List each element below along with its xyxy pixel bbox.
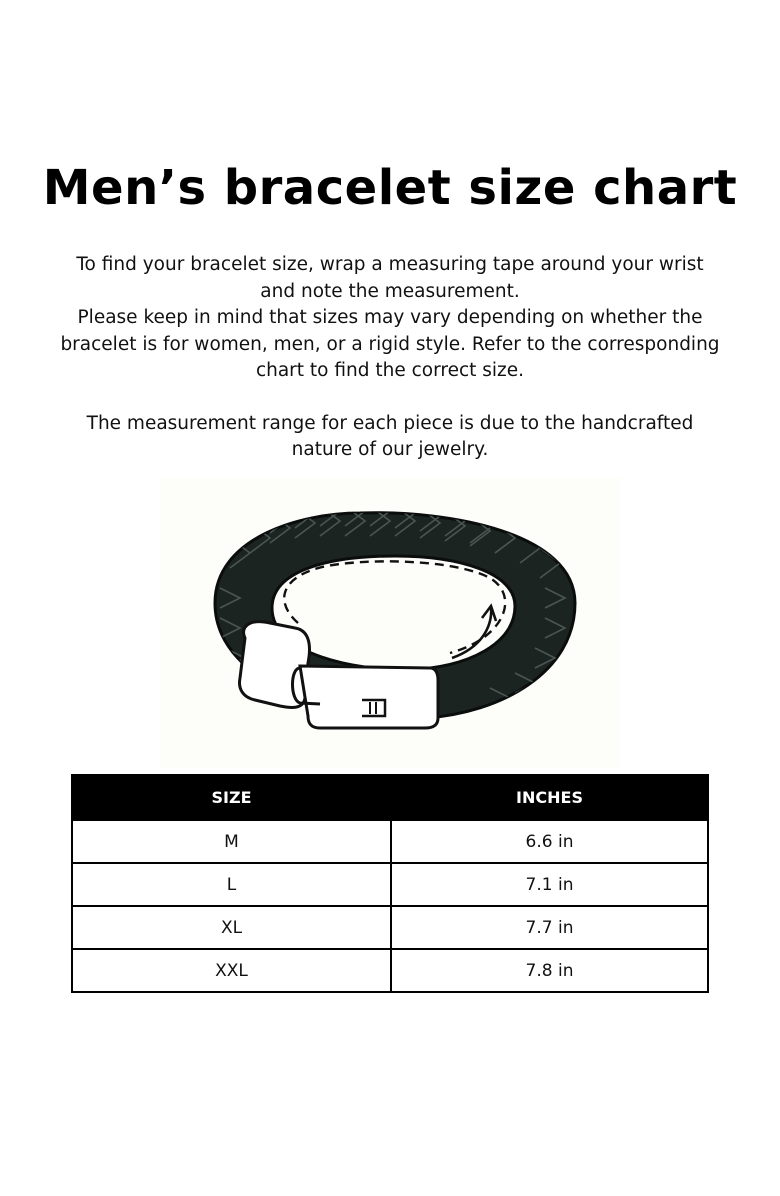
inches-cell: 7.1 in <box>391 863 708 906</box>
size-cell: XL <box>72 906 391 949</box>
intro-text <box>60 252 720 464</box>
column-header-inches: INCHES <box>391 775 708 820</box>
inches-cell: 7.8 in <box>391 949 708 992</box>
table-row <box>72 949 708 992</box>
intro-line: bracelet is for women, men, or a rigid style. Refer to the corresponding <box>60 333 720 355</box>
intro-line: chart to find the correct size. <box>255 360 525 381</box>
intro-line: To find your bracelet size, wrap a measuring tape around your wrist <box>76 254 704 275</box>
inches-cell: 7.7 in <box>391 906 708 949</box>
column-header-size: SIZE <box>72 775 391 820</box>
table-row <box>72 820 708 863</box>
page-title: Men’s bracelet size chart <box>42 160 738 216</box>
table-header-row <box>72 775 708 820</box>
bracelet-illustration <box>160 478 620 768</box>
intro-line: Please keep in mind that sizes may vary depending on whether the <box>77 307 703 328</box>
intro-line: The measurement range for each piece is due to the handcrafted <box>86 412 694 434</box>
intro-line: nature of our jewelry. <box>291 439 489 460</box>
table-row <box>72 906 708 949</box>
clasp-icon <box>240 622 438 728</box>
table-row <box>72 863 708 906</box>
inches-cell: 6.6 in <box>391 820 708 863</box>
size-chart-table <box>71 774 709 993</box>
size-cell: XXL <box>72 949 391 992</box>
intro-line: and note the measurement. <box>260 280 520 302</box>
size-cell: M <box>72 820 391 863</box>
size-cell: L <box>72 863 391 906</box>
measuring-line <box>284 561 505 653</box>
bracelet-icon <box>160 478 620 768</box>
